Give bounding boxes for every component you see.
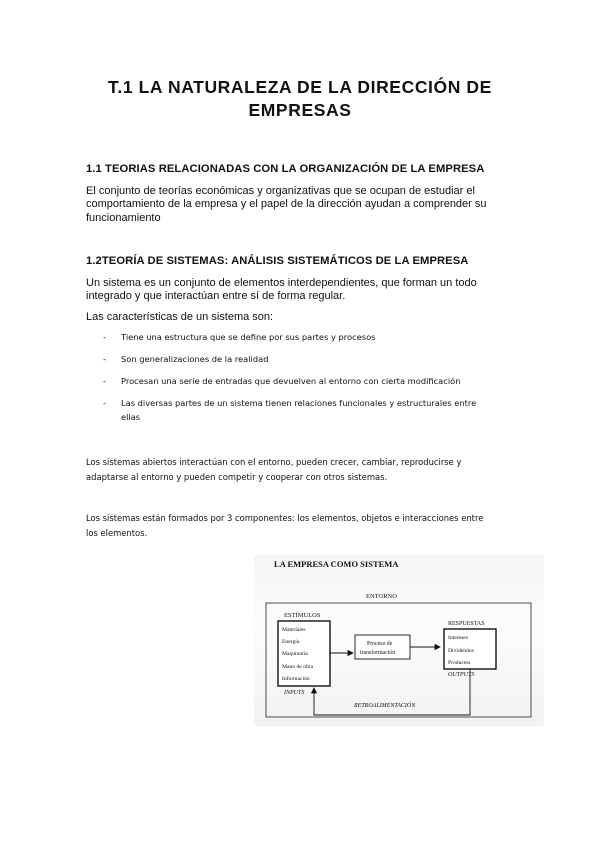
output-item: Productos: [448, 660, 471, 666]
list-item: [86, 330, 526, 344]
section-1-paragraph: [86, 185, 526, 225]
text-line: comportamiento de la empresa y el papel de la dirección ayudan a comprender su: [86, 198, 487, 211]
list-item: [86, 396, 526, 424]
bullet-marker: -: [103, 332, 106, 342]
diagram-title: LA EMPRESA COMO SISTEMA: [274, 559, 399, 569]
text-line: Los sistemas están formados por 3 componentes: los elementos, objetos e interacciones entre: [86, 513, 484, 523]
text-line: Un sistema es un conjunto de elementos interdependientes, que forman un todo: [86, 277, 477, 289]
inputs-label: INPUTS: [284, 690, 305, 696]
characteristics-intro: Las características de un sistema son:: [86, 311, 274, 323]
section-1-heading: 1.1 TEORIAS RELACIONADAS CON LA ORGANIZACIÓN DE LA EMPRESA: [86, 163, 485, 175]
respuestas-label: RESPUESTAS: [448, 621, 485, 627]
company-system-diagram: [254, 555, 544, 726]
outputs-label: OUTPUTS: [448, 672, 475, 678]
bullet-marker: -: [103, 398, 106, 408]
process-label-line-1: Proceso de: [367, 641, 393, 647]
text-line: funcionamiento: [86, 211, 161, 224]
title-line-1: T.1 LA NATURALEZA DE LA DIRECCIÓN DE: [108, 77, 492, 97]
open-systems-paragraph: [86, 455, 526, 485]
text-line: integrado y que interactúan entre sí de forma regular.: [86, 290, 346, 303]
list-item: [86, 352, 526, 366]
input-item: Materiales: [282, 627, 306, 633]
page-title: [60, 76, 540, 122]
output-item: Intereses: [448, 635, 468, 641]
text-line: los elementos.: [86, 528, 148, 538]
list-item: [86, 374, 526, 388]
bullet-marker: -: [103, 354, 106, 364]
section-2-paragraph: [86, 277, 526, 304]
components-paragraph: [86, 511, 526, 541]
bullet-marker: -: [103, 376, 106, 386]
list-item-text: Son generalizaciones de la realidad: [121, 354, 269, 364]
text-line: Los sistemas abiertos interactúan con el entorno, pueden crecer, cambiar, reproducirse y: [86, 457, 462, 467]
text-line: El conjunto de teorías económicas y organizativas que se ocupan de estudiar el: [86, 185, 475, 197]
process-label-line-2: transformación: [360, 650, 396, 656]
characteristics-list: [86, 330, 526, 424]
list-item-text-continued: ellas: [121, 412, 141, 422]
list-item-text: Tiene una estructura que se define por sus partes y procesos: [121, 332, 376, 342]
diagram-svg: [254, 555, 544, 726]
input-item: Energía: [282, 639, 300, 645]
list-item-text: Las diversas partes de un sistema tienen relaciones funcionales y estructurales entre: [121, 398, 477, 408]
input-item: Maquinaria: [282, 651, 308, 657]
list-item-text: Procesan una serie de entradas que devuelven al entorno con cierta modificación: [121, 376, 461, 386]
title-line-2: EMPRESAS: [248, 100, 352, 120]
section-2-heading: 1.2TEORÍA DE SISTEMAS: ANÁLISIS SISTEMÁTICOS DE LA EMPRESA: [86, 255, 469, 267]
estimulos-label: ESTÍMULOS: [284, 612, 321, 619]
input-item: Información: [282, 676, 310, 682]
input-item: Mano de obra: [282, 664, 314, 670]
output-item: Dividendos: [448, 648, 474, 654]
text-line: adaptarse al entorno y pueden competir y cooperar con otros sistemas.: [86, 472, 388, 482]
feedback-label: RETROALIMENTACIÓN: [354, 703, 416, 709]
entorno-label: ENTORNO: [366, 593, 397, 600]
